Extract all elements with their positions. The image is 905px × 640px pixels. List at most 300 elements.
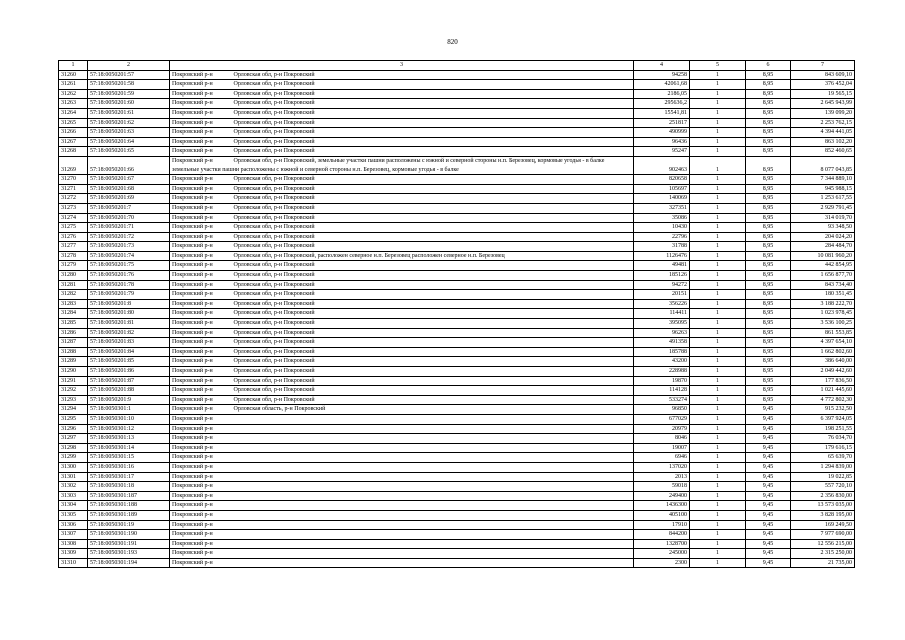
cadastral-value: 3 536 100,25 bbox=[791, 319, 855, 329]
coefficient-value: 1 bbox=[690, 405, 746, 415]
coefficient-value: 1 bbox=[690, 376, 746, 386]
rate-value: 8,95 bbox=[746, 232, 791, 242]
district-label: Покровский р-н bbox=[172, 224, 213, 231]
page-number: 820 bbox=[447, 38, 458, 46]
cadastral-number: 57:18:0050201:73 bbox=[88, 242, 170, 252]
rate-value: 8,95 bbox=[746, 128, 791, 138]
district-label: Покровский р-н bbox=[172, 214, 213, 221]
row-number: 31287 bbox=[59, 338, 88, 348]
cadastral-value: 2 645 943,99 bbox=[791, 99, 855, 109]
row-number: 31280 bbox=[59, 271, 88, 281]
table-row bbox=[59, 175, 855, 185]
table-row bbox=[59, 510, 855, 520]
location-cell bbox=[170, 376, 634, 386]
rate-value: 8,95 bbox=[746, 357, 791, 367]
row-number: 31307 bbox=[59, 530, 88, 540]
district-label: Покровский р-н bbox=[172, 473, 213, 480]
rate-value: 9,45 bbox=[746, 472, 791, 482]
cadastral-value: 376 452,04 bbox=[791, 80, 855, 90]
coefficient-value: 1 bbox=[690, 128, 746, 138]
location-cell bbox=[170, 549, 634, 559]
address-text: Орловская обл, р-н Покровский bbox=[233, 148, 315, 155]
area-value: 35086 bbox=[634, 213, 690, 223]
cadastral-value: 21 735,00 bbox=[791, 558, 855, 568]
table-row bbox=[59, 434, 855, 444]
table-row bbox=[59, 520, 855, 530]
area-value: 2013 bbox=[634, 472, 690, 482]
area-value: 405100 bbox=[634, 510, 690, 520]
cadastral-value: 915 232,50 bbox=[791, 405, 855, 415]
cadastral-number: 57:18:0050201:63 bbox=[88, 128, 170, 138]
cadastral-number: 57:18:0050301:189 bbox=[88, 510, 170, 520]
row-number: 31267 bbox=[59, 137, 88, 147]
coefficient-value: 1 bbox=[690, 501, 746, 511]
coefficient-value: 1 bbox=[690, 89, 746, 99]
row-number: 31269 bbox=[59, 156, 88, 174]
address-text: Орловская обл, р-н Покровский bbox=[233, 310, 315, 317]
district-label: Покровский р-н bbox=[172, 148, 213, 155]
address-text: Орловская обл, р-н Покровский bbox=[233, 387, 315, 394]
location-cell bbox=[170, 434, 634, 444]
table-row bbox=[59, 184, 855, 194]
address-text: Орловская обл, р-н Покровский bbox=[233, 396, 315, 403]
coefficient-value: 1 bbox=[690, 203, 746, 213]
district-label: Покровский р-н bbox=[172, 176, 213, 183]
location-cell bbox=[170, 424, 634, 434]
location-cell bbox=[170, 510, 634, 520]
table-row bbox=[59, 261, 855, 271]
area-value: 114128 bbox=[634, 386, 690, 396]
row-number: 31285 bbox=[59, 319, 88, 329]
location-cell bbox=[170, 520, 634, 530]
rate-value: 8,95 bbox=[746, 367, 791, 377]
cadastral-value: 861 553,85 bbox=[791, 328, 855, 338]
table-row bbox=[59, 213, 855, 223]
area-value: 185126 bbox=[634, 271, 690, 281]
cadastral-number: 57:18:0050301:17 bbox=[88, 472, 170, 482]
address-text: Орловская обл, р-н Покровский bbox=[233, 176, 315, 183]
coefficient-value: 1 bbox=[690, 108, 746, 118]
area-value: 1126476 bbox=[634, 251, 690, 261]
area-value: 228988 bbox=[634, 367, 690, 377]
rate-value: 9,45 bbox=[746, 539, 791, 549]
cadastral-number: 57:18:0050301:12 bbox=[88, 424, 170, 434]
area-value: 295636,2 bbox=[634, 99, 690, 109]
location-cell bbox=[170, 147, 634, 157]
table-row bbox=[59, 328, 855, 338]
coefficient-value: 1 bbox=[690, 80, 746, 90]
district-label: Покровский р-н bbox=[172, 252, 213, 259]
rate-value: 8,95 bbox=[746, 386, 791, 396]
district-label: Покровский р-н bbox=[172, 272, 213, 279]
location-cell bbox=[170, 280, 634, 290]
rate-value: 8,95 bbox=[746, 184, 791, 194]
cadastral-number: 57:18:0050301:16 bbox=[88, 462, 170, 472]
cadastral-value: 4 772 802,30 bbox=[791, 395, 855, 405]
location-cell bbox=[170, 472, 634, 482]
cadastral-number: 57:18:0050301:194 bbox=[88, 558, 170, 568]
cadastral-number: 57:18:0050301:10 bbox=[88, 414, 170, 424]
area-value: 251817 bbox=[634, 118, 690, 128]
cadastral-value: 1 021 445,60 bbox=[791, 386, 855, 396]
table-row bbox=[59, 491, 855, 501]
location-cell bbox=[170, 539, 634, 549]
district-label: Покровский р-н bbox=[172, 204, 213, 211]
cadastral-value: 65 639,70 bbox=[791, 453, 855, 463]
coefficient-value: 1 bbox=[690, 175, 746, 185]
cadastral-value: 139 099,20 bbox=[791, 108, 855, 118]
location-cell bbox=[170, 242, 634, 252]
address-text: Орловская обл, р-н Покровский bbox=[233, 233, 315, 240]
row-number: 31310 bbox=[59, 558, 88, 568]
address-text: Орловская обл, р-н Покровский bbox=[233, 195, 315, 202]
column-header: 6 bbox=[746, 61, 791, 71]
cadastral-value: 3 188 222,70 bbox=[791, 299, 855, 309]
rate-value: 9,45 bbox=[746, 530, 791, 540]
location-cell bbox=[170, 175, 634, 185]
table-row bbox=[59, 118, 855, 128]
rate-value: 8,95 bbox=[746, 261, 791, 271]
cadastral-number: 57:18:0050201:81 bbox=[88, 319, 170, 329]
coefficient-value: 1 bbox=[690, 261, 746, 271]
table-row bbox=[59, 424, 855, 434]
row-number: 31300 bbox=[59, 462, 88, 472]
cadastral-number: 57:18:0050301:188 bbox=[88, 501, 170, 511]
row-number: 31301 bbox=[59, 472, 88, 482]
location-cell bbox=[170, 128, 634, 138]
location-cell bbox=[170, 251, 634, 261]
table-row bbox=[59, 290, 855, 300]
row-number: 31278 bbox=[59, 251, 88, 261]
rate-value: 8,95 bbox=[746, 299, 791, 309]
district-label: Покровский р-н bbox=[172, 300, 213, 307]
cadastral-value: 1 662 802,60 bbox=[791, 347, 855, 357]
cadastral-value: 13 573 035,00 bbox=[791, 501, 855, 511]
row-number: 31295 bbox=[59, 414, 88, 424]
location-cell bbox=[170, 491, 634, 501]
area-value: 96850 bbox=[634, 405, 690, 415]
location-cell bbox=[170, 462, 634, 472]
rate-value: 8,95 bbox=[746, 223, 791, 233]
cadastral-value: 19 565,15 bbox=[791, 89, 855, 99]
area-value: 2300 bbox=[634, 558, 690, 568]
rate-value: 8,95 bbox=[746, 89, 791, 99]
rate-value: 8,95 bbox=[746, 290, 791, 300]
row-number: 31274 bbox=[59, 213, 88, 223]
location-cell bbox=[170, 290, 634, 300]
district-label: Покровский р-н bbox=[172, 185, 213, 192]
table-row bbox=[59, 558, 855, 568]
table-row bbox=[59, 395, 855, 405]
rate-value: 9,45 bbox=[746, 462, 791, 472]
area-value: 1436300 bbox=[634, 501, 690, 511]
address-text: Орловская обл, р-н Покровский bbox=[233, 243, 315, 250]
district-label: Покровский р-н bbox=[172, 129, 213, 136]
row-number: 31288 bbox=[59, 347, 88, 357]
cadastral-number: 57:18:0050201:69 bbox=[88, 194, 170, 204]
cadastral-number: 57:18:0050201:59 bbox=[88, 89, 170, 99]
row-number: 31272 bbox=[59, 194, 88, 204]
coefficient-value: 1 bbox=[690, 242, 746, 252]
rate-value: 8,95 bbox=[746, 338, 791, 348]
coefficient-value: 1 bbox=[690, 539, 746, 549]
address-text: Орловская обл, р-н Покровский bbox=[233, 320, 315, 327]
cadastral-value: 12 556 215,00 bbox=[791, 539, 855, 549]
table-row bbox=[59, 376, 855, 386]
rate-value: 8,95 bbox=[746, 395, 791, 405]
cadastral-number: 57:18:0050301:191 bbox=[88, 539, 170, 549]
location-cell bbox=[170, 89, 634, 99]
address-text: Орловская обл, р-н Покровский bbox=[233, 81, 315, 88]
district-label: Покровский р-н bbox=[172, 492, 213, 499]
area-value: 2186,05 bbox=[634, 89, 690, 99]
table-row bbox=[59, 472, 855, 482]
area-value: 105697 bbox=[634, 184, 690, 194]
coefficient-value: 1 bbox=[690, 319, 746, 329]
rate-value: 8,95 bbox=[746, 280, 791, 290]
address-text: Орловская обл, р-н Покровский bbox=[233, 348, 315, 355]
table-row bbox=[59, 156, 855, 174]
area-value: 96436 bbox=[634, 137, 690, 147]
area-value: 140069 bbox=[634, 194, 690, 204]
cadastral-number: 57:18:0050201:62 bbox=[88, 118, 170, 128]
row-number: 31297 bbox=[59, 434, 88, 444]
coefficient-value: 1 bbox=[690, 453, 746, 463]
area-value: 356226 bbox=[634, 299, 690, 309]
coefficient-value: 1 bbox=[690, 280, 746, 290]
cadastral-value: 863 102,20 bbox=[791, 137, 855, 147]
district-label: Покровский р-н bbox=[172, 444, 213, 451]
district-label: Покровский р-н bbox=[172, 387, 213, 394]
district-label: Покровский р-н bbox=[172, 425, 213, 432]
address-text: Орловская обл, р-н Покровский bbox=[233, 204, 315, 211]
table-row bbox=[59, 443, 855, 453]
table-row bbox=[59, 367, 855, 377]
coefficient-value: 1 bbox=[690, 357, 746, 367]
row-number: 31265 bbox=[59, 118, 88, 128]
row-number: 31281 bbox=[59, 280, 88, 290]
row-number: 31306 bbox=[59, 520, 88, 530]
coefficient-value: 1 bbox=[690, 347, 746, 357]
row-number: 31275 bbox=[59, 223, 88, 233]
area-value: 490999 bbox=[634, 128, 690, 138]
cadastral-value: 179 616,15 bbox=[791, 443, 855, 453]
row-number: 31304 bbox=[59, 501, 88, 511]
coefficient-value: 1 bbox=[690, 271, 746, 281]
location-cell bbox=[170, 558, 634, 568]
coefficient-value: 1 bbox=[690, 309, 746, 319]
cadastral-value: 284 484,70 bbox=[791, 242, 855, 252]
district-label: Покровский р-н bbox=[172, 463, 213, 470]
cadastral-value: 19 022,85 bbox=[791, 472, 855, 482]
location-cell bbox=[170, 203, 634, 213]
coefficient-value: 1 bbox=[690, 328, 746, 338]
location-cell bbox=[170, 309, 634, 319]
table-row bbox=[59, 530, 855, 540]
location-cell bbox=[170, 443, 634, 453]
cadastral-value: 1 656 877,70 bbox=[791, 271, 855, 281]
column-header: 4 bbox=[634, 61, 690, 71]
row-number: 31294 bbox=[59, 405, 88, 415]
cadastral-value: 76 034,70 bbox=[791, 434, 855, 444]
district-label: Покровский р-н bbox=[172, 502, 213, 509]
rate-value: 9,45 bbox=[746, 414, 791, 424]
location-cell bbox=[170, 338, 634, 348]
district-label: Покровский р-н bbox=[172, 377, 213, 384]
rate-value: 9,45 bbox=[746, 510, 791, 520]
cadastral-number: 57:18:0050201:61 bbox=[88, 108, 170, 118]
coefficient-value: 1 bbox=[690, 558, 746, 568]
cadastral-value: 442 854,95 bbox=[791, 261, 855, 271]
table-row bbox=[59, 203, 855, 213]
address-text: Орловская обл, р-н Покровский bbox=[233, 358, 315, 365]
rate-value: 9,45 bbox=[746, 491, 791, 501]
district-label: Покровский р-н bbox=[172, 310, 213, 317]
area-value: 677029 bbox=[634, 414, 690, 424]
cadastral-value: 3 828 195,00 bbox=[791, 510, 855, 520]
area-value: 245000 bbox=[634, 549, 690, 559]
district-label: Покровский р-н bbox=[172, 71, 213, 78]
cadastral-value: 7 344 889,10 bbox=[791, 175, 855, 185]
cadastral-number: 57:18:0050201:88 bbox=[88, 386, 170, 396]
row-number: 31284 bbox=[59, 309, 88, 319]
coefficient-value: 1 bbox=[690, 443, 746, 453]
cadastral-value: 4 397 654,10 bbox=[791, 338, 855, 348]
address-text: Орловская обл, р-н Покровский bbox=[233, 129, 315, 136]
area-value: 10430 bbox=[634, 223, 690, 233]
rate-value: 9,45 bbox=[746, 453, 791, 463]
rate-value: 8,95 bbox=[746, 118, 791, 128]
rate-value: 9,45 bbox=[746, 424, 791, 434]
row-number: 31296 bbox=[59, 424, 88, 434]
cadastral-value: 8 077 043,85 bbox=[791, 156, 855, 174]
area-value: 395095 bbox=[634, 319, 690, 329]
address-text: Орловская обл, р-н Покровский bbox=[233, 329, 315, 336]
column-header: 5 bbox=[690, 61, 746, 71]
table-row bbox=[59, 251, 855, 261]
rate-value: 9,45 bbox=[746, 558, 791, 568]
area-value: 533274 bbox=[634, 395, 690, 405]
cadastral-number: 57:18:0050201:74 bbox=[88, 251, 170, 261]
table-row bbox=[59, 242, 855, 252]
row-number: 31273 bbox=[59, 203, 88, 213]
district-label: Покровский р-н bbox=[172, 195, 213, 202]
coefficient-value: 1 bbox=[690, 367, 746, 377]
coefficient-value: 1 bbox=[690, 520, 746, 530]
district-label: Покровский р-н bbox=[172, 396, 213, 403]
cadastral-number: 57:18:0050301:187 bbox=[88, 491, 170, 501]
coefficient-value: 1 bbox=[690, 414, 746, 424]
location-cell bbox=[170, 405, 634, 415]
address-text: Орловская обл, р-н Покровский bbox=[233, 138, 315, 145]
rate-value: 8,95 bbox=[746, 108, 791, 118]
district-label: Покровский р-н bbox=[172, 157, 213, 164]
location-cell bbox=[170, 213, 634, 223]
location-cell bbox=[170, 184, 634, 194]
district-label: Покровский р-н bbox=[172, 138, 213, 145]
location-cell bbox=[170, 194, 634, 204]
coefficient-value: 1 bbox=[690, 70, 746, 80]
area-value: 185788 bbox=[634, 347, 690, 357]
cadastral-value: 169 249,50 bbox=[791, 520, 855, 530]
table-row bbox=[59, 89, 855, 99]
cadastral-value: 314 019,70 bbox=[791, 213, 855, 223]
row-number: 31283 bbox=[59, 299, 88, 309]
row-number: 31268 bbox=[59, 147, 88, 157]
cadastral-number: 57:18:0050201:66 bbox=[88, 156, 170, 174]
location-cell bbox=[170, 299, 634, 309]
row-number: 31286 bbox=[59, 328, 88, 338]
location-cell bbox=[170, 99, 634, 109]
rate-value: 8,95 bbox=[746, 376, 791, 386]
district-label: Покровский р-н bbox=[172, 415, 213, 422]
row-number: 31264 bbox=[59, 108, 88, 118]
table-row bbox=[59, 108, 855, 118]
district-label: Покровский р-н bbox=[172, 90, 213, 97]
location-cell bbox=[170, 108, 634, 118]
district-label: Покровский р-н bbox=[172, 109, 213, 116]
coefficient-value: 1 bbox=[690, 434, 746, 444]
coefficient-value: 1 bbox=[690, 118, 746, 128]
row-number: 31260 bbox=[59, 70, 88, 80]
district-label: Покровский р-н bbox=[172, 511, 213, 518]
row-number: 31263 bbox=[59, 99, 88, 109]
rate-value: 8,95 bbox=[746, 156, 791, 174]
rate-value: 8,95 bbox=[746, 203, 791, 213]
area-value: 95247 bbox=[634, 147, 690, 157]
address-text: Орловская обл, р-н Покровский, земельные участки пашни расположены с южной и северной стороны н.п. Березовец, кормовые угодья - в балке земельные участки пашни расположены с южной и северной стороны н.п. Березовец, кормовые угодья - в балке bbox=[172, 157, 605, 173]
cadastral-value: 198 251,55 bbox=[791, 424, 855, 434]
cadastral-number: 57:18:0050201:84 bbox=[88, 347, 170, 357]
rate-value: 9,45 bbox=[746, 482, 791, 492]
row-number: 31271 bbox=[59, 184, 88, 194]
area-value: 137020 bbox=[634, 462, 690, 472]
cadastral-number: 57:18:0050201:83 bbox=[88, 338, 170, 348]
row-number: 31266 bbox=[59, 128, 88, 138]
table-row bbox=[59, 319, 855, 329]
cadastral-number: 57:18:0050201:75 bbox=[88, 261, 170, 271]
area-value: 43200 bbox=[634, 357, 690, 367]
coefficient-value: 1 bbox=[690, 194, 746, 204]
rate-value: 8,95 bbox=[746, 309, 791, 319]
coefficient-value: 1 bbox=[690, 251, 746, 261]
cadastral-number: 57:18:0050201:80 bbox=[88, 309, 170, 319]
district-label: Покровский р-н bbox=[172, 483, 213, 490]
address-text: Орловская обл, р-н Покровский bbox=[233, 100, 315, 107]
row-number: 31292 bbox=[59, 386, 88, 396]
cadastral-value: 6 397 924,05 bbox=[791, 414, 855, 424]
table-row bbox=[59, 223, 855, 233]
table-row bbox=[59, 453, 855, 463]
cadastral-number: 57:18:0050201:71 bbox=[88, 223, 170, 233]
table-row bbox=[59, 232, 855, 242]
cadastral-number: 57:18:0050201:65 bbox=[88, 147, 170, 157]
table-row bbox=[59, 147, 855, 157]
table-row bbox=[59, 501, 855, 511]
table-row bbox=[59, 137, 855, 147]
cadastral-value: 2 315 250,00 bbox=[791, 549, 855, 559]
address-text: Орловская обл, р-н Покровский bbox=[233, 281, 315, 288]
cadastral-number: 57:18:0050201:78 bbox=[88, 280, 170, 290]
rate-value: 9,45 bbox=[746, 501, 791, 511]
district-label: Покровский р-н bbox=[172, 81, 213, 88]
district-label: Покровский р-н bbox=[172, 291, 213, 298]
area-value: 20979 bbox=[634, 424, 690, 434]
rate-value: 8,95 bbox=[746, 147, 791, 157]
cadastral-value: 852 460,65 bbox=[791, 147, 855, 157]
cadastral-number: 57:18:0050201:67 bbox=[88, 175, 170, 185]
row-number: 31299 bbox=[59, 453, 88, 463]
